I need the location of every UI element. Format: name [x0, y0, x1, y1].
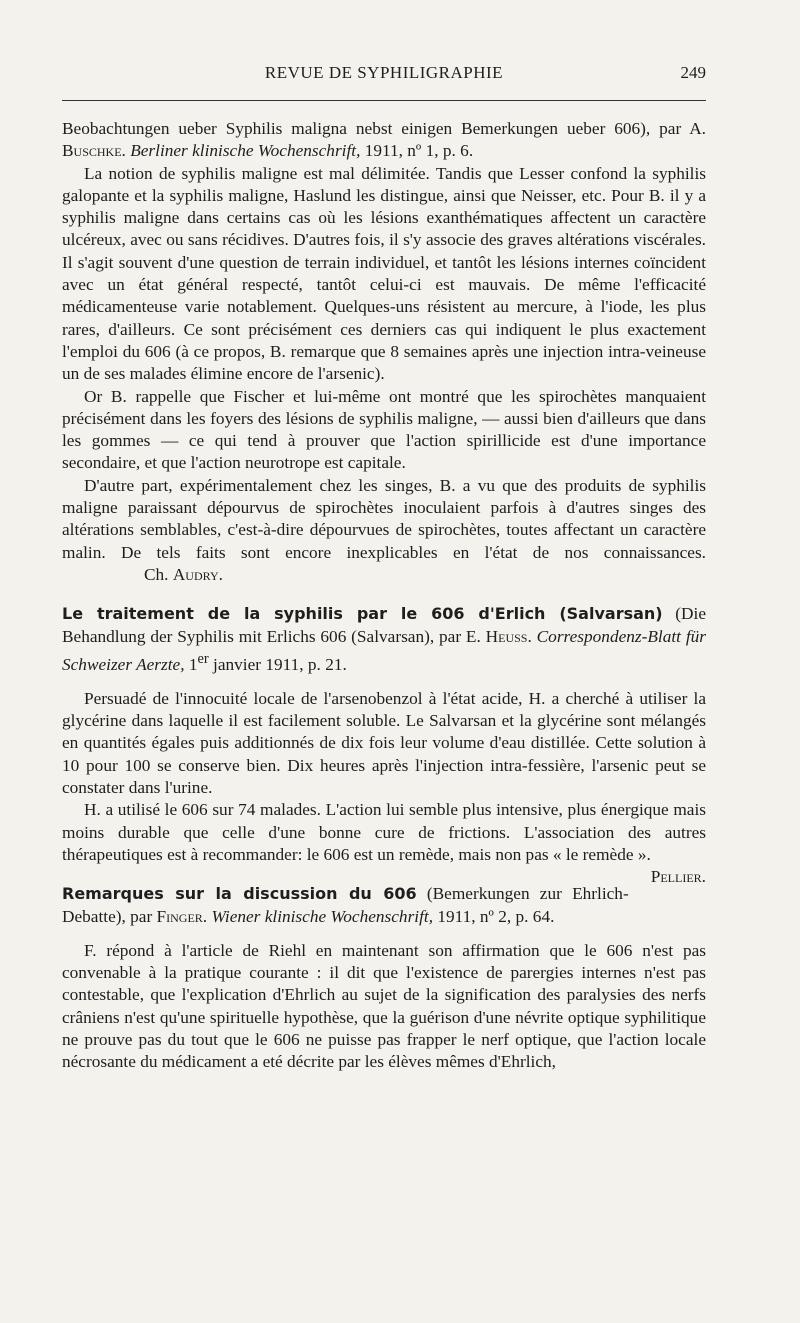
article3-title: Remarques sur la discussion du 606 — [62, 884, 417, 904]
article3-ref-lead: (Bemerkungen zur Ehrlich-Debatte), par — [62, 884, 629, 926]
article2-ref-day-sup: er — [197, 650, 209, 667]
header-rule — [62, 100, 706, 101]
article1-paragraph-3-text: D'autre part, expérimentalement chez les singes, B. a vu que des produits de syphilis maligne paraissant dépourvus de spirochètes inoculaient parfois à d'autres singes des altérations semblables, c'est-à-dire dépourvues de spirochètes, toutes affectant un caractère malin. De tels faits sont encore inexplicables en l'état de nos connaissances. — [62, 475, 706, 562]
article1-paragraph-3 — [62, 475, 706, 586]
article1-signature — [122, 564, 223, 586]
article3-author: Finger. — [156, 906, 208, 926]
article1-ref-lead: Beobachtungen ueber Syphilis maligna nebst einigen Bemerkungen ueber 606), par A. — [62, 119, 706, 138]
article1-reference: Beobachtungen ueber Syphilis maligna nebst einigen Bemerkungen ueber 606), par A. Buschke. Berliner klinische Wochenschrift, 1911, nº 1, p. 6. — [62, 119, 706, 161]
article1-ref-tail: 1911, nº 1, p. 6. — [364, 141, 474, 161]
body-text — [62, 118, 706, 1074]
article3-paragraph-1: F. répond à l'article de Riehl en maintenant son affirmation que le 606 n'est pas convenable à la pratique courante : il dit que l'existence de parergies internes n'est pas contestable, que l'explication d'Ehrlich au sujet de la signification des paralysies des nerfs crâniens n'est qu'une spirituelle hypothèse, que la guérison d'une névrite optique syphilitique ne prouve pas du tout que le 606 ne puisse pas frapper le nerf optique, que l'action locale nécrosante du médicament a eté décrite par les élèves mêmes d'Ehrlich, — [62, 940, 706, 1072]
running-header — [62, 63, 706, 89]
article2-ref-day: 1 — [188, 654, 198, 674]
page-number: 249 — [680, 63, 706, 82]
article2-paragraph-2-text: H. a utilisé le 606 sur 74 malades. L'action lui semble plus intensive, plus énergique mais moins durable que celle d'une bonne cure de frictions. L'association des autres thérapeutiques est à recommander: le 606 est un remède, mais non pas « le remède ». — [62, 800, 706, 864]
article1-journal: Berliner klinische Wochenschrift, — [130, 141, 361, 161]
article1-signature-name: Audry. — [172, 564, 223, 584]
article2-journal: Correspondenz-Blatt für Schweizer Aerzte, — [62, 626, 706, 674]
article3-journal: Wiener klinische Wochenschrift, — [211, 906, 434, 926]
article2-ref-tail: janvier 1911, p. 21. — [213, 654, 347, 674]
article2-signature: Pellier. — [650, 867, 706, 887]
article2-paragraph-2 — [62, 799, 706, 887]
article3-ref-tail: 1911, nº 2, p. 64. — [437, 906, 555, 926]
journal-title: REVUE DE SYPHILIGRAPHIE — [264, 63, 504, 82]
article2-author: Heuss. — [485, 626, 532, 646]
article2-ref-lead: (Die Behandlung der Syphilis mit Erlichs 606 (Salvarsan), par E. — [62, 604, 706, 646]
article1-paragraph-1: La notion de syphilis maligne est mal délimitée. Tandis que Lesser confond la syphilis galopante et la syphilis maligne, Haslund les distingue, ainsi que Neisser, etc. Pour B. il y a syphilis maligne dans certains cas où les lésions exanthématiques affectent un caractère ulcéreux, avec ou sans récidives. D'autres fois, il s'y associe des graves altérations viscérales. Il s'agit souvent d'une question de terrain individuel, et tantôt les lésions internes coïncident avec un état général respecté, tantôt celui-ci est mauvais. De même l'efficacité médicamenteuse varie notablement. Quelques-uns résistent au mercure, à l'iode, les plus rares, d'ailleurs. Ce sont précisément ces derniers cas qui indiquent le plus exactement l'emploi du 606 (à ce propos, B. remarque que 8 semaines après une injection intra-veineuse un de ses malades élimine encore de l'arsenic). — [62, 163, 706, 384]
article1-signature-initials: Ch. — [144, 564, 169, 584]
article2-paragraph-1: Persuadé de l'innocuité locale de l'arsenobenzol à l'état acide, H. a cherché à utiliser la glycérine dans laquelle il est facilement soluble. Le Salvarsan et la glycérine sont mélangés en quantités égales puis additionnés de dix fois leur volume d'eau distillée. Cette solution à 10 pour 100 se conserve bien. Dix heures après l'injection intra-fessière, l'arsenic peut se constater dans l'urine. — [62, 688, 706, 798]
article1-author: Buschke — [62, 141, 122, 161]
article2-reference — [62, 603, 706, 676]
article1-paragraph-2: Or B. rappelle que Fischer et lui-même ont montré que les spirochètes manquaient précisément dans les foyers des lésions de syphilis maligne, — aussi bien d'ailleurs que dans les gommes — ce qui tend à prouver que l'action spirillicide est d'une importance secondaire, et que l'action neurotrope est capitale. — [62, 386, 706, 473]
article3-reference — [62, 883, 706, 928]
article2-title: Le traitement de la syphilis par le 606 d'Erlich (Salvarsan) — [62, 604, 663, 624]
